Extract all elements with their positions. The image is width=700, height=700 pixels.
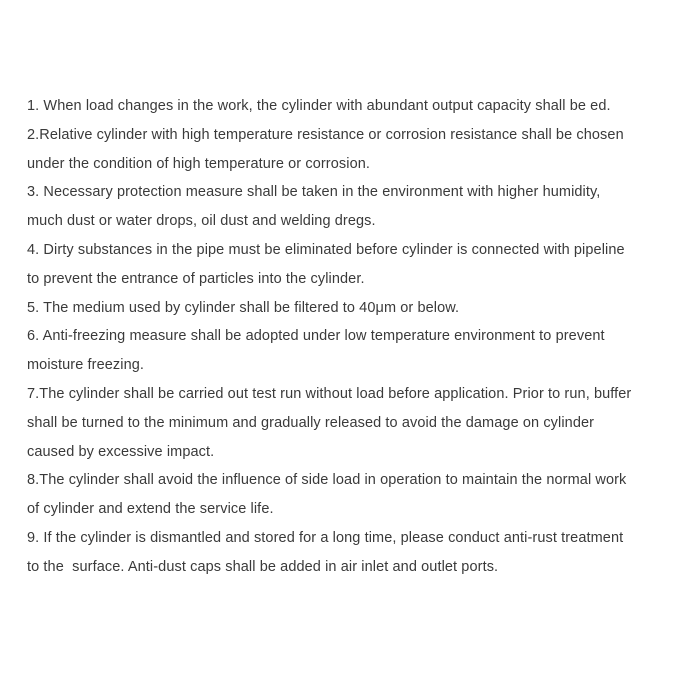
text-line: 5. The medium used by cylinder shall be filtered to 40μm or below. <box>27 299 460 316</box>
text-line: 4. Dirty substances in the pipe must be eliminated before cylinder is connected with pipeline <box>27 241 625 258</box>
precaution-item-4 <box>27 236 680 294</box>
precaution-item-9 <box>27 524 680 582</box>
precaution-item-7 <box>27 380 680 466</box>
precaution-item-3 <box>27 178 680 236</box>
text-line: to the surface. Anti-dust caps shall be added in air inlet and outlet ports. <box>27 558 499 575</box>
text-line: to prevent the entrance of particles into the cylinder. <box>27 270 365 287</box>
text-line: 8.The cylinder shall avoid the influence of side load in operation to maintain the normal work <box>27 472 627 489</box>
precautions-list <box>27 92 680 582</box>
precaution-item-5 <box>27 294 680 323</box>
text-line: 2.Relative cylinder with high temperature resistance or corrosion resistance shall be chosen <box>27 126 624 143</box>
text-line: much dust or water drops, oil dust and welding dregs. <box>27 213 376 230</box>
text-line: 6. Anti-freezing measure shall be adopted under low temperature environment to prevent <box>27 328 605 345</box>
text-line: 3. Necessary protection measure shall be taken in the environment with higher humidity, <box>27 184 601 201</box>
text-line: shall be turned to the minimum and gradually released to avoid the damage on cylinder <box>27 414 595 431</box>
text-line: of cylinder and extend the service life. <box>27 501 274 518</box>
text-line: 7.The cylinder shall be carried out test run without load before application. Prior to run, buffer <box>27 385 632 402</box>
text-line: 9. If the cylinder is dismantled and stored for a long time, please conduct anti-rust treatment <box>27 529 624 546</box>
text-line: 1. When load changes in the work, the cylinder with abundant output capacity shall be ed. <box>27 98 611 114</box>
text-line: caused by excessive impact. <box>27 443 215 460</box>
precaution-item-8 <box>27 466 680 524</box>
text-line: under the condition of high temperature or corrosion. <box>27 155 371 172</box>
precaution-item-6 <box>27 322 680 380</box>
precaution-item-1 <box>27 92 680 121</box>
precaution-item-2 <box>27 121 680 179</box>
text-line: moisture freezing. <box>27 357 145 374</box>
